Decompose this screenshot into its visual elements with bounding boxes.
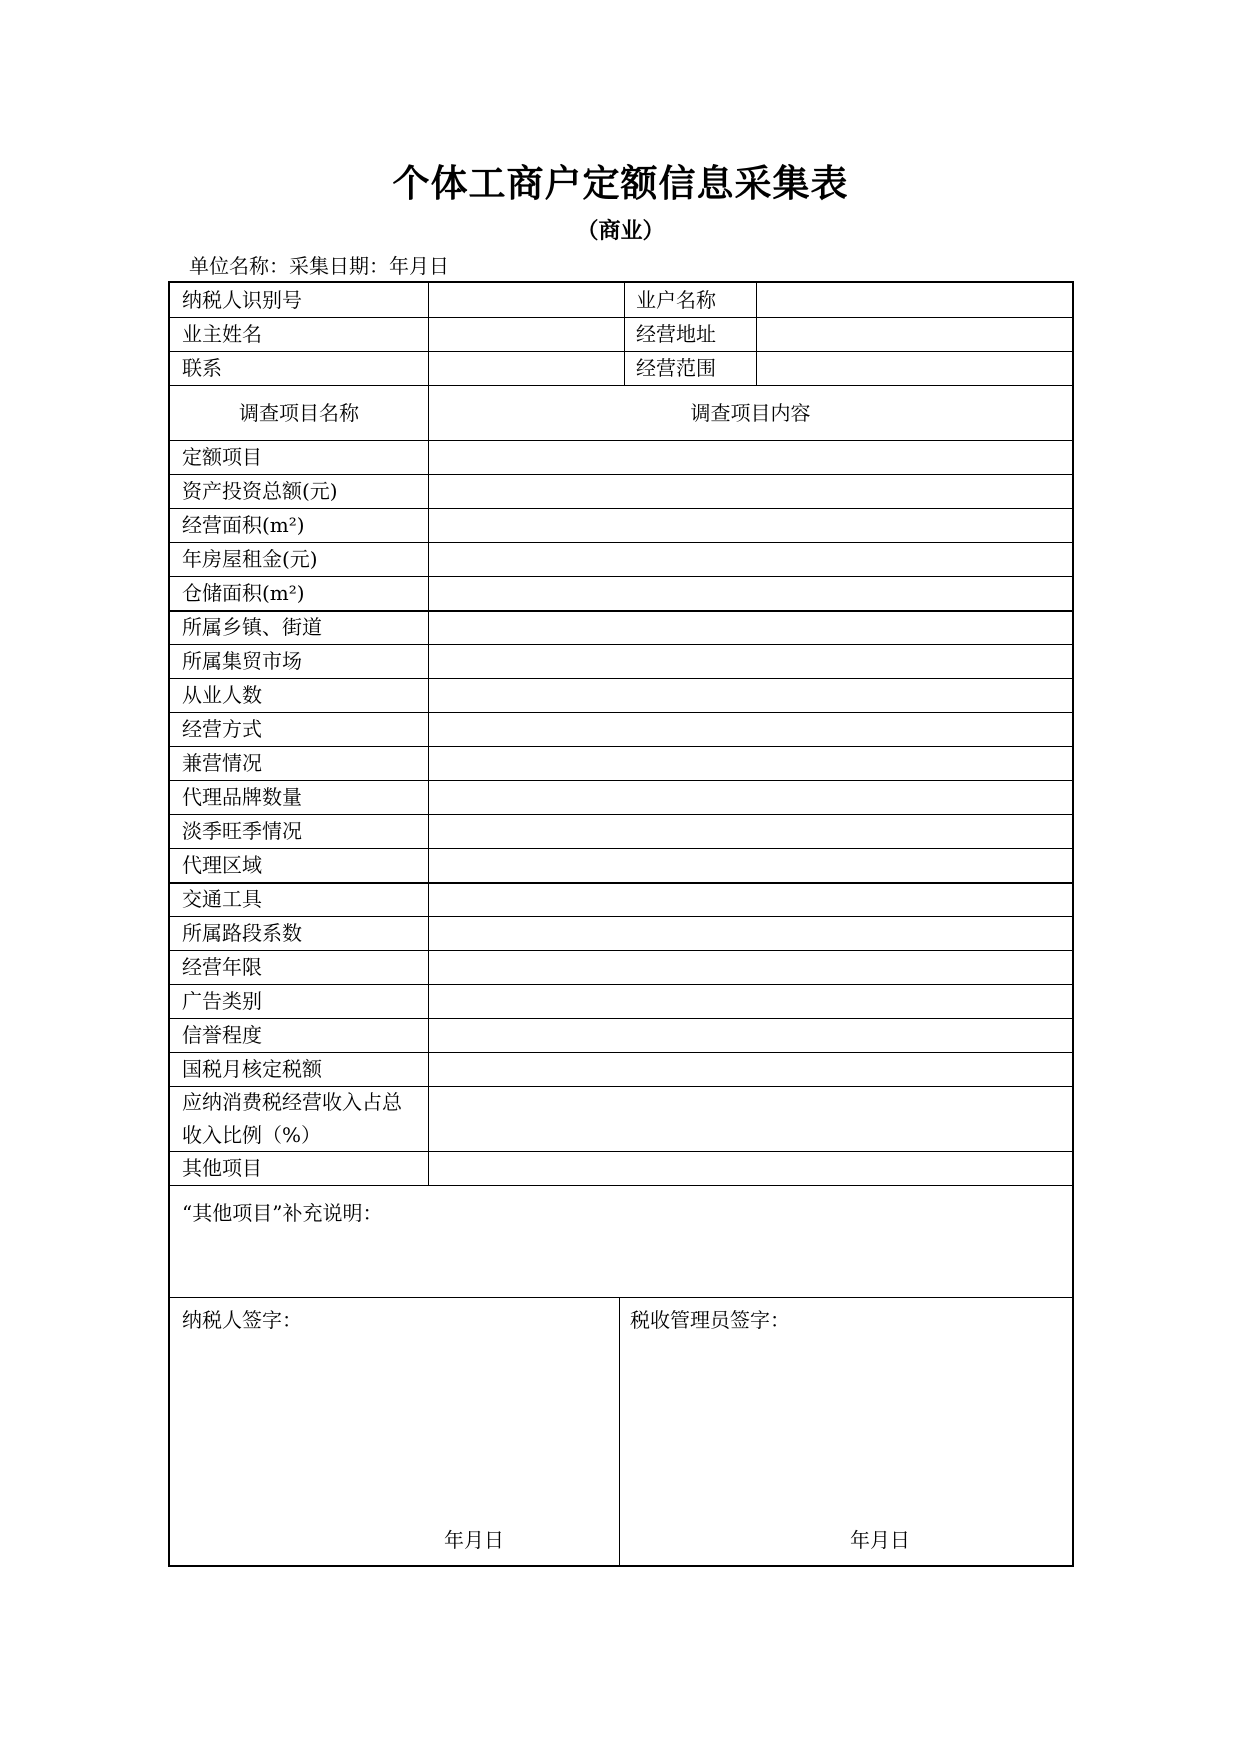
survey-item-label: 所属乡镇、街道	[182, 615, 322, 639]
survey-item-content-field[interactable]	[429, 1018, 1072, 1052]
survey-item-content-field[interactable]	[429, 474, 1072, 508]
supplement-field[interactable]	[182, 1228, 1060, 1278]
survey-item-content-field[interactable]	[429, 950, 1072, 984]
row-divider	[170, 385, 1072, 386]
survey-item-content-field[interactable]	[429, 848, 1072, 882]
unit-date-line: 单位名称：采集日期：年月日	[189, 254, 449, 278]
row-divider	[170, 1185, 1072, 1186]
survey-item-label: 年房屋租金(元)	[182, 547, 318, 571]
survey-item-label: 广告类别	[182, 989, 262, 1013]
survey-item-content-field[interactable]	[429, 712, 1072, 746]
taxpayer-sign-date: 年月日	[444, 1528, 504, 1552]
column-divider	[428, 440, 429, 1185]
survey-item-content-field[interactable]	[429, 780, 1072, 814]
survey-item-content-field[interactable]	[429, 440, 1072, 474]
survey-item-content-field[interactable]	[429, 542, 1072, 576]
form-subtitle: （商业）	[576, 218, 665, 244]
survey-item-label: 所属路段系数	[182, 921, 302, 945]
label-business-name: 业户名称	[636, 288, 716, 312]
survey-item-content-field[interactable]	[429, 984, 1072, 1018]
label-business-scope: 经营范围	[636, 356, 716, 380]
survey-item-content-field[interactable]	[429, 1086, 1072, 1151]
business-address-field[interactable]	[757, 317, 1072, 351]
taxpayer-id-field[interactable]	[429, 283, 624, 317]
column-header-name: 调查项目名称	[239, 401, 359, 425]
survey-item-content-field[interactable]	[429, 508, 1072, 542]
survey-item-content-field[interactable]	[429, 610, 1072, 644]
label-owner-name: 业主姓名	[182, 322, 262, 346]
survey-item-label: 其他项目	[182, 1156, 262, 1180]
survey-item-label: 经营方式	[182, 717, 262, 741]
survey-item-content-field[interactable]	[429, 1151, 1072, 1185]
survey-item-label: 代理品牌数量	[182, 785, 302, 809]
survey-item-label: 从业人数	[182, 683, 262, 707]
column-header-content: 调查项目内容	[690, 401, 811, 425]
taxpayer-signature-field[interactable]	[182, 1343, 612, 1513]
survey-item-content-field[interactable]	[429, 1052, 1072, 1086]
label-contact: 联系	[182, 356, 222, 380]
survey-item-content-field[interactable]	[429, 746, 1072, 780]
taxpayer-signature-label: 纳税人签字：	[182, 1308, 302, 1332]
survey-item-label: 淡季旺季情况	[182, 819, 302, 843]
owner-name-field[interactable]	[429, 317, 624, 351]
survey-item-content-field[interactable]	[429, 916, 1072, 950]
supplement-label: “其他项目”补充说明：	[182, 1201, 383, 1225]
survey-item-label: 国税月核定税额	[182, 1057, 322, 1081]
survey-item-label: 交通工具	[182, 887, 262, 911]
officer-signature-label: 税收管理员签字：	[630, 1308, 790, 1332]
survey-item-content-field[interactable]	[429, 678, 1072, 712]
survey-item-content-field[interactable]	[429, 814, 1072, 848]
survey-item-label: 仓储面积(m²)	[182, 581, 305, 605]
survey-item-label: 兼营情况	[182, 751, 262, 775]
contact-field[interactable]	[429, 351, 624, 385]
label-business-address: 经营地址	[636, 322, 716, 346]
label-taxpayer-id: 纳税人识别号	[182, 288, 302, 312]
survey-item-label: 经营年限	[182, 955, 262, 979]
survey-item-label: 定额项目	[182, 445, 262, 469]
survey-item-label: 应纳消费税经营收入占总收入比例（%）	[182, 1090, 402, 1147]
officer-sign-date: 年月日	[850, 1528, 910, 1552]
column-divider	[624, 283, 625, 385]
business-scope-field[interactable]	[757, 351, 1072, 385]
survey-item-label: 代理区域	[182, 853, 262, 877]
form-title: 个体工商户定额信息采集表	[392, 161, 849, 205]
column-divider	[619, 1297, 620, 1565]
survey-item-content-field[interactable]	[429, 644, 1072, 678]
form-table	[168, 281, 1074, 1567]
survey-item-label: 资产投资总额(元)	[182, 479, 338, 503]
survey-item-label: 信誉程度	[182, 1023, 262, 1047]
survey-item-content-field[interactable]	[429, 576, 1072, 610]
survey-item-content-field[interactable]	[429, 882, 1072, 916]
survey-item-label: 所属集贸市场	[182, 649, 302, 673]
survey-item-label: 经营面积(m²)	[182, 513, 305, 537]
business-name-field[interactable]	[757, 283, 1072, 317]
row-divider	[170, 1297, 1072, 1298]
officer-signature-field[interactable]	[630, 1343, 1060, 1513]
